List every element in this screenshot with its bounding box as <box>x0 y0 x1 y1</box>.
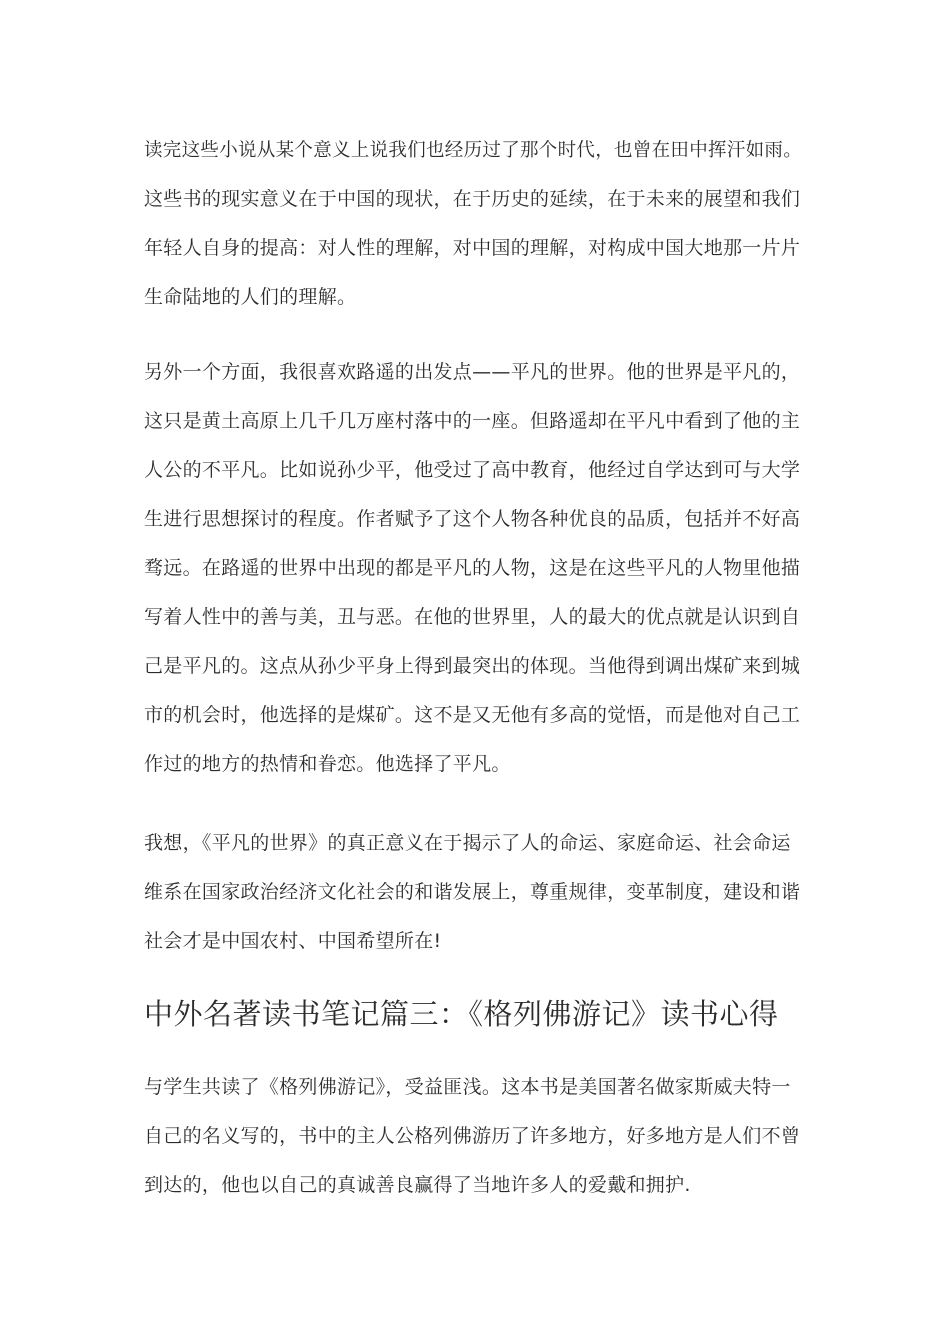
text-line: 自己的名义写的，书中的主人公格列佛游历了许多地方，好多地方是人们不曾 <box>144 1125 801 1147</box>
text-line: 与学生共读了《格列佛游记》，受益匪浅。这本书是美国著名做家斯威夫特一 <box>144 1076 791 1098</box>
text-line: 读完这些小说从某个意义上说我们也经历过了那个时代，也曾在田中挥汗如雨。 <box>144 140 803 161</box>
paragraph-conclusion <box>144 819 806 966</box>
text-line: 社会才是中国农村、中国希望所在! <box>144 930 442 952</box>
text-line: 维系在国家政治经济文化社会的和谐发展上，尊重规律，变革制度，建设和谐 <box>144 881 801 903</box>
text-line: 己是平凡的。这点从孙少平身上得到最突出的体现。当他得到调出煤矿来到城 <box>144 655 801 677</box>
text-line: 我想，《平凡的世界》的真正意义在于揭示了人的命运、家庭命运、社会命运 <box>144 832 791 854</box>
text-line: 这些书的现实意义在于中国的现状，在于历史的延续，在于未来的展望和我们 <box>144 188 801 210</box>
text-line: 另外一个方面，我很喜欢路遥的出发点——平凡的世界。他的世界是平凡的， <box>144 361 801 383</box>
text-line: 人公的不平凡。比如说孙少平，他受过了高中教育，他经过自学达到可与大学 <box>144 459 801 481</box>
paragraph-gulliver <box>144 1063 806 1210</box>
text-line: 到达的，他也以自己的真诚善良赢得了当地许多人的爱戴和拥护. <box>144 1174 691 1196</box>
text-line: 这只是黄土高原上几千几万座村落中的一座。但路遥却在平凡中看到了他的主 <box>144 410 801 432</box>
text-line: 市的机会时，他选择的是煤矿。这不是又无他有多高的觉悟，而是他对自己工 <box>144 704 801 726</box>
text-line: 生进行思想探讨的程度。作者赋予了这个人物各种优良的品质，包括并不好高 <box>144 508 801 530</box>
text-line: 年轻人自身的提高：对人性的理解，对中国的理解，对构成中国大地那一片片 <box>144 237 801 259</box>
text-line: 骛远。在路遥的世界中出现的都是平凡的人物，这是在这些平凡的人物里他描 <box>144 557 801 579</box>
text-line: 作过的地方的热情和眷恋。他选择了平凡。 <box>144 753 511 775</box>
paragraph-reading-reflection <box>144 126 806 322</box>
text-line: 写着人性中的善与美，丑与恶。在他的世界里，人的最大的优点就是认识到自 <box>144 606 801 628</box>
text-line: 生命陆地的人们的理解。 <box>144 286 357 308</box>
section-heading: 中外名著读书笔记篇三：《格列佛游记》读书心得 <box>144 997 779 1031</box>
paragraph-ordinary-world <box>144 348 806 789</box>
